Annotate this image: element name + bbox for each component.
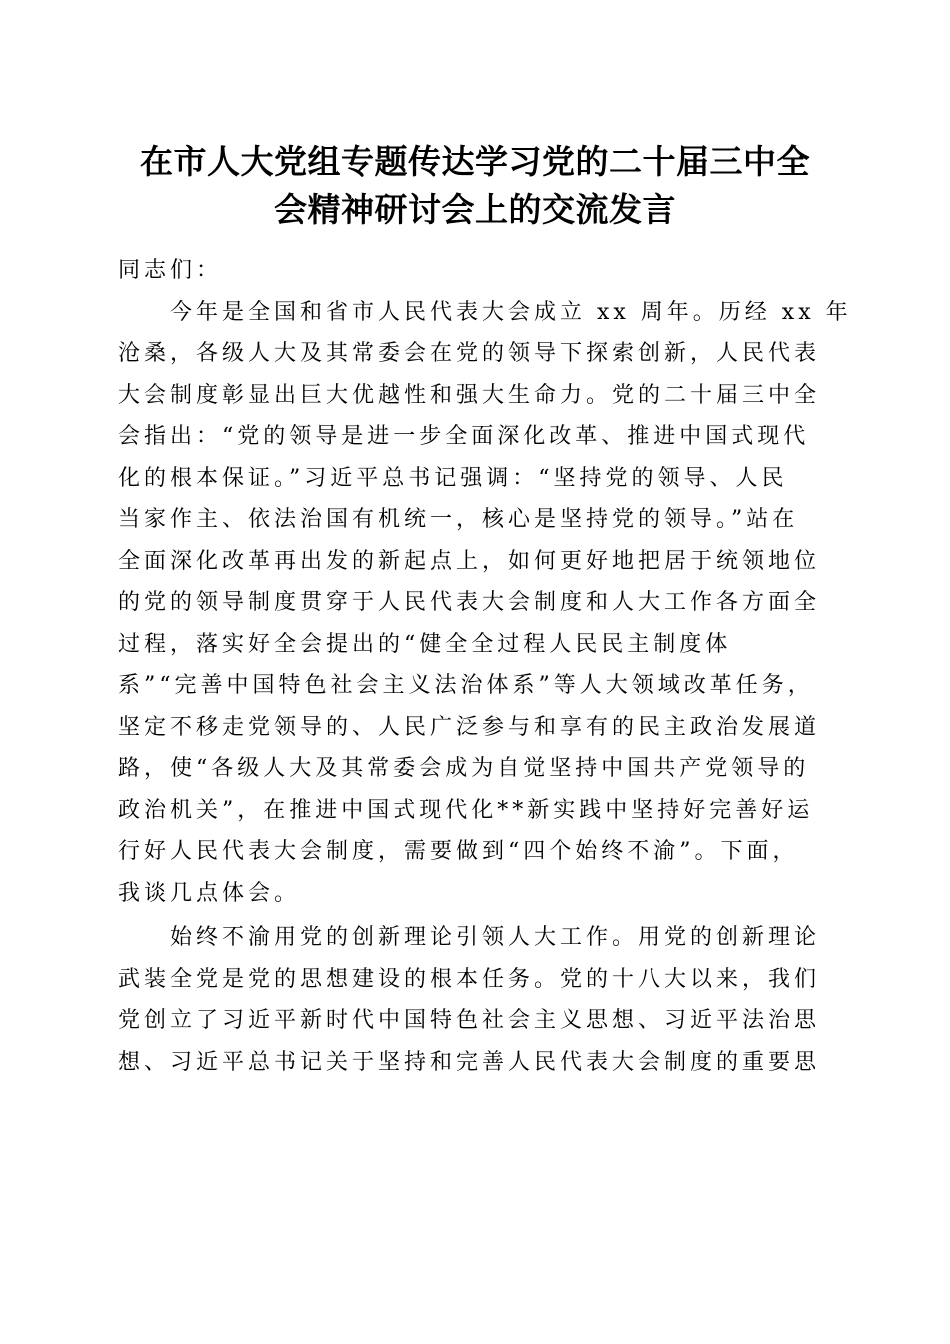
paragraph-line: 今年是全国和省市人民代表大会成立 xx 周年。历经 xx 年: [170, 299, 852, 325]
paragraph-line: 武装全党是党的思想建设的根本任务。党的十八大以来，我们: [118, 966, 821, 992]
paragraph-line: 党创立了习近平新时代中国特色社会主义思想、习近平法治思: [118, 1008, 821, 1033]
paragraph-line: 坚定不移走党领导的、人民广泛参与和享有的民主政治发展道: [118, 714, 821, 740]
paragraph-2: [118, 917, 832, 1083]
paragraph-1: [118, 292, 852, 915]
paragraph-line: 会指出：“党的领导是进一步全面深化改革、推进中国式现代: [118, 424, 810, 449]
paragraph-line: 始终不渝用党的创新理论引领人大工作。用党的创新理论: [170, 925, 821, 950]
paragraph-line: 过程，落实好全会提出的“健全全过程人民民主制度体: [118, 631, 732, 657]
paragraph-line: 行好人民代表大会制度，需要做到“四个始终不渝”。下面，: [118, 839, 799, 864]
paragraph-line: 系”“完善中国特色社会主义法治体系”等人大领域改革任务，: [118, 673, 814, 698]
paragraph-line: 政治机关”，在推进中国式现代化**新实践中坚持好完善好运: [118, 797, 814, 823]
paragraph-line: 路，使“各级人大及其常委会成为自觉坚持中国共产党领导的: [118, 756, 810, 781]
title-line-1: 在市人大党组专题传达学习党的二十届三中全: [140, 142, 810, 181]
paragraph-line: 我谈几点体会。: [118, 880, 301, 906]
document-title: [118, 138, 832, 234]
paragraph-line: 想、习近平总书记关于坚持和完善人民代表大会制度的重要思: [118, 1049, 821, 1075]
paragraph-line: 沧桑，各级人大及其常委会在党的领导下探索创新，人民代表: [118, 341, 821, 366]
title-line-2: 会精神研讨会上的交流发言: [274, 190, 676, 229]
document-body: [118, 250, 852, 1083]
salutation: 同志们：: [118, 258, 223, 283]
paragraph-line: 当家作主、依法治国有机统一，核心是坚持党的领导。”站在: [118, 507, 799, 532]
paragraph-line: 大会制度彰显出巨大优越性和强大生命力。党的二十届三中全: [118, 382, 821, 408]
paragraph-line: 全面深化改革再出发的新起点上，如何更好地把居于统领地位: [118, 548, 821, 574]
paragraph-line: 化的根本保证。”习近平总书记强调：“坚持党的领导、人民: [118, 465, 788, 491]
paragraph-line: 的党的领导制度贯穿于人民代表大会制度和人大工作各方面全: [118, 590, 821, 615]
